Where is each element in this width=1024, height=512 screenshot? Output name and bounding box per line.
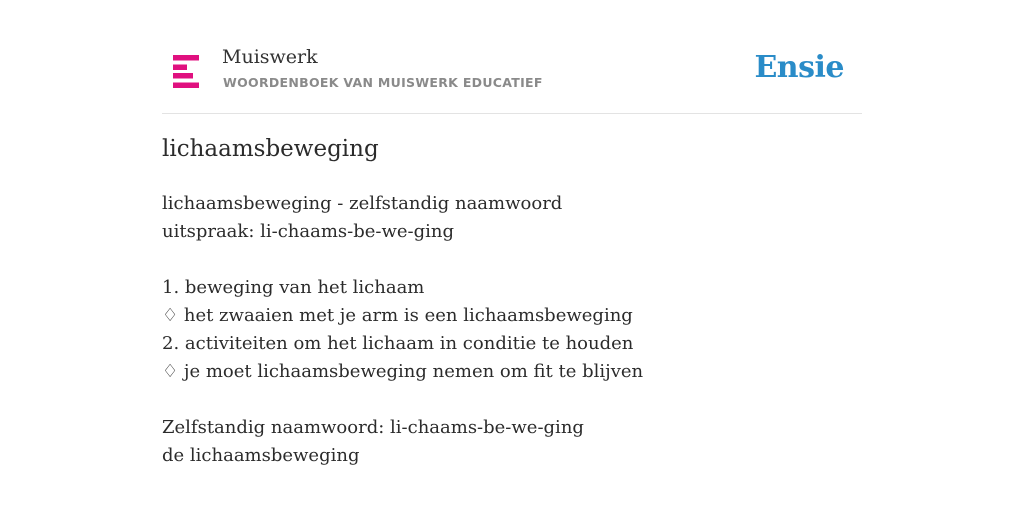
- example-2: ♢ je moet lichaamsbeweging nemen om fit te blijven: [162, 361, 644, 382]
- definition-2: 2. activiteiten om het lichaam in conditie te houden: [162, 333, 634, 354]
- site-header: [162, 40, 862, 114]
- muiswerk-logo-icon[interactable]: [173, 55, 199, 88]
- article-line: de lichaamsbeweging: [162, 445, 360, 466]
- spacer: [162, 246, 643, 274]
- source-subtitle: WOORDENBOEK VAN MUISWERK EDUCATIEF: [223, 75, 543, 90]
- grammar-line: Zelfstandig naamwoord: li-chaams-be-we-ging: [162, 417, 584, 438]
- entry-body: [162, 190, 643, 470]
- entry-title: lichaamsbeweging: [162, 136, 379, 162]
- source-name[interactable]: Muiswerk: [222, 46, 318, 68]
- spacer: [162, 386, 643, 414]
- word-type-line: lichaamsbeweging - zelfstandig naamwoord: [162, 193, 563, 214]
- pronunciation-line: uitspraak: li-chaams-be-we-ging: [162, 221, 455, 242]
- definition-1: 1. beweging van het lichaam: [162, 277, 425, 298]
- example-1: ♢ het zwaaien met je arm is een lichaamsbeweging: [162, 305, 633, 326]
- ensie-logo[interactable]: Ensie: [754, 50, 844, 85]
